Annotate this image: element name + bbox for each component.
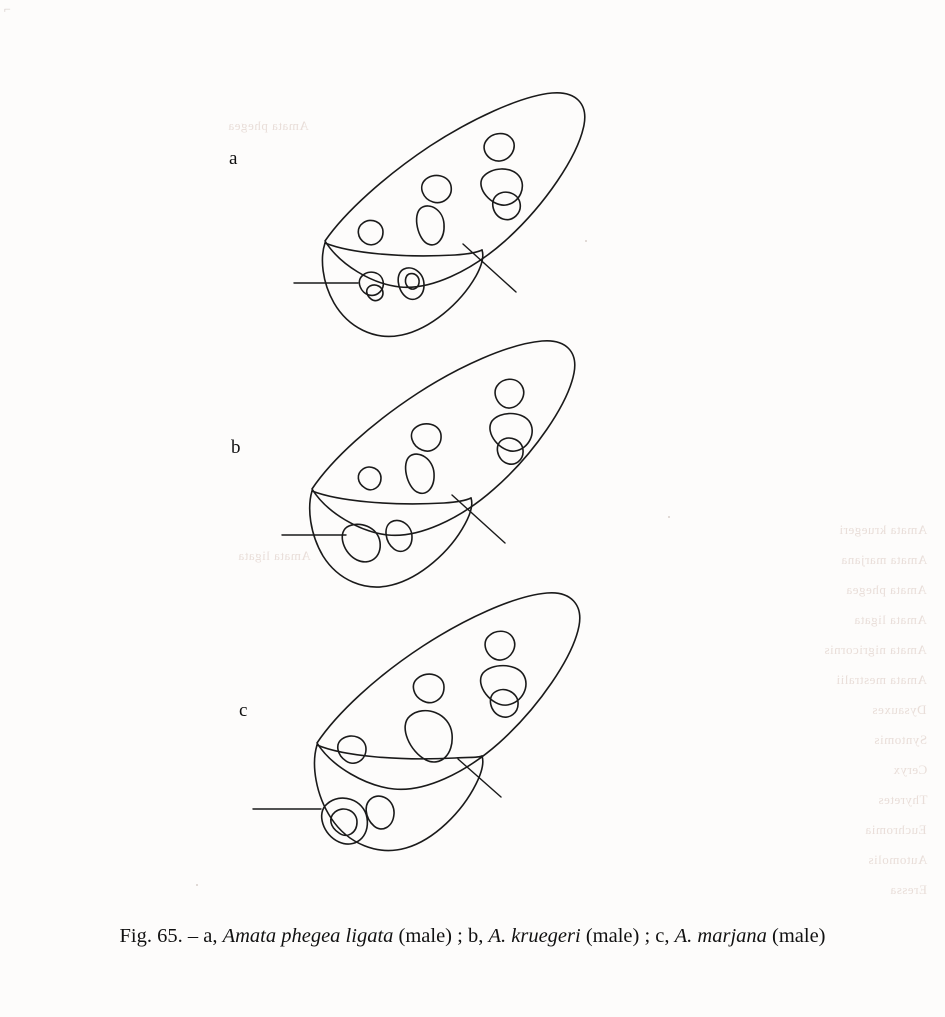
caption-figure-number: Fig. 65. (119, 925, 183, 947)
bleed-line: Amata kruegeri (838, 522, 927, 537)
bleed-line: Euchromia (865, 822, 927, 837)
panel-label-c: c (239, 700, 248, 721)
caption-c-prefix: c, (655, 925, 670, 947)
bleed-line: Amata phegea (846, 582, 927, 597)
bleed-line: Amata nigricornis (824, 642, 927, 657)
panel-a-drawing (294, 93, 585, 337)
bleed-line: Eressa (890, 882, 927, 897)
caption-separator-2: ; (644, 925, 651, 947)
caption-c-taxon: A. marjana (674, 925, 767, 947)
bleed-line: Ceryx (892, 762, 927, 777)
caption-dash: – (187, 925, 199, 947)
caption-separator-1: ; (457, 925, 463, 947)
caption-c-sex: (male) (772, 925, 826, 947)
bleed-line: Amata marjana (840, 552, 927, 567)
bleed-line: Thyretes (877, 792, 927, 807)
bleed-line: Amata ligata (854, 612, 927, 627)
caption-b-prefix: b, (467, 925, 484, 947)
bleed-line: Amata ligata (238, 548, 311, 563)
panel-c-drawing (253, 593, 580, 851)
bleed-line: Dysauxes (872, 702, 927, 717)
caption-b-sex: (male) (585, 925, 640, 947)
bleed-line: Amata mestralii (836, 672, 927, 687)
caption-a-prefix: a, (203, 925, 218, 947)
panel-b-drawing (282, 341, 575, 587)
panel-label-a: a (229, 148, 238, 169)
caption-a-taxon: Amata phegea ligata (222, 925, 394, 947)
panel-label-b: b (231, 437, 241, 458)
caption-a-sex: (male) (398, 925, 453, 947)
bleed-line: Syntomis (873, 732, 927, 747)
page-corner-mark: ⌐ (4, 2, 11, 16)
bleed-line: Automolis (867, 852, 927, 867)
figure-caption (0, 925, 945, 948)
caption-b-taxon: A. kruegeri (488, 925, 581, 947)
bleed-line: Amata phegea (228, 118, 309, 133)
